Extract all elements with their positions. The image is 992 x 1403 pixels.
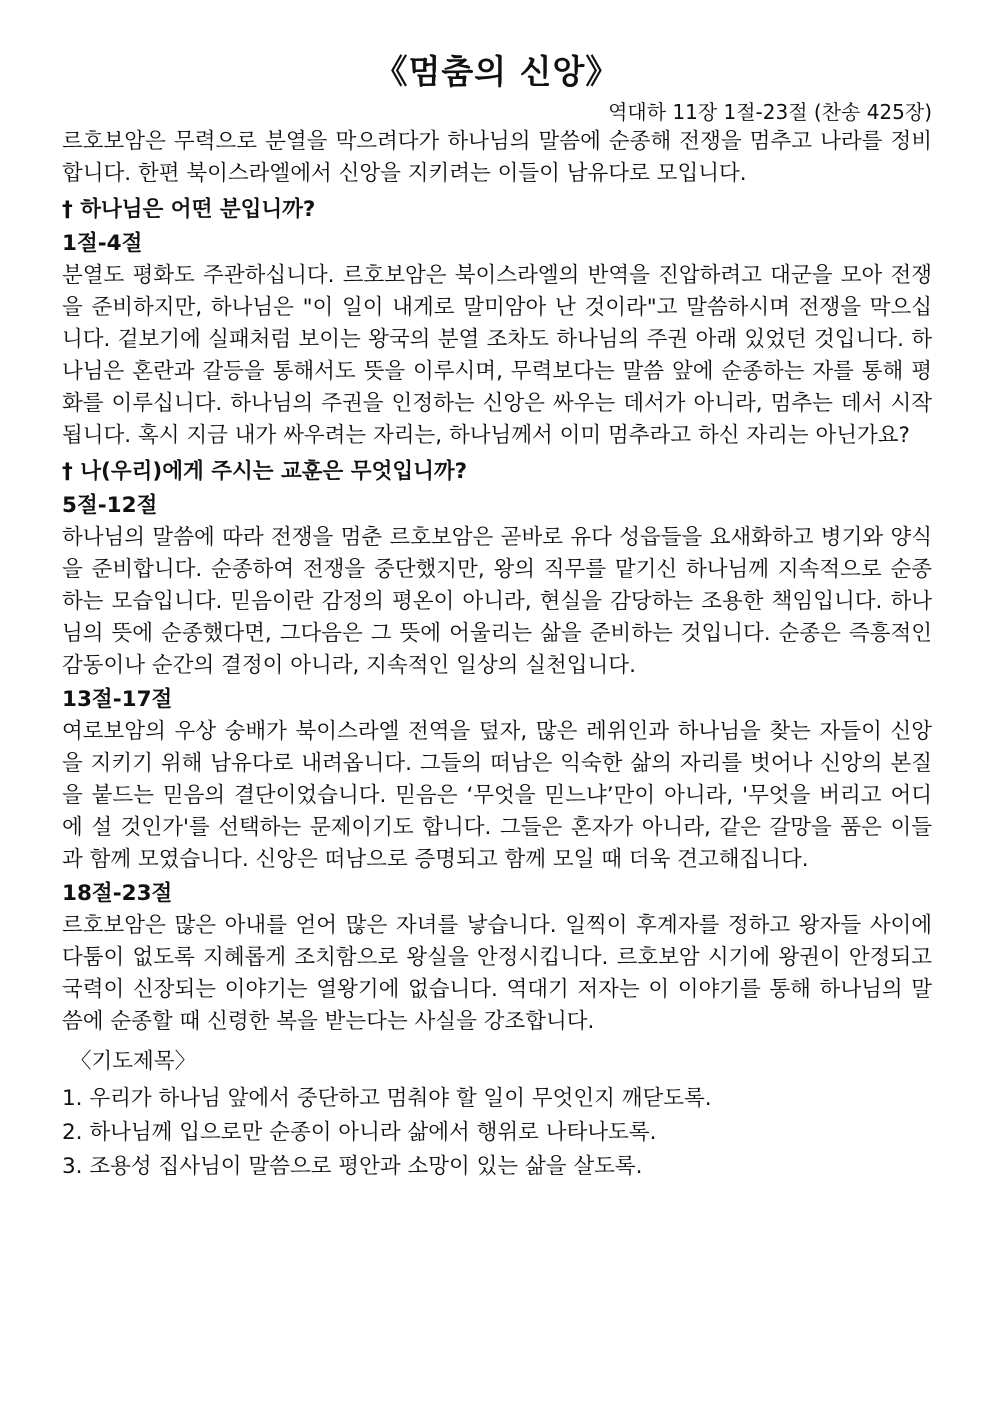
prayer-item: 1. 우리가 하나님 앞에서 중단하고 멈춰야 할 일이 무엇인지 깨닫도록. (62, 1086, 712, 1111)
prayer-item: 3. 조용성 집사님이 말씀으로 평안과 소망이 있는 삶을 살도록. (62, 1154, 643, 1179)
section-heading-god: † 하나님은 어떤 분입니까? (62, 197, 316, 222)
section-paragraph: 르호보암은 많은 아내를 얻어 많은 자녀를 낳습니다. 일찍이 후계자를 정하고 왕자들 사이에 다툼이 없도록 지혜롭게 조치함으로 왕실을 안정시킵니다. 르호보암 시기에 왕권이 안정되고 국력이 신장되는 이야기는 열왕기에 없습니다. 역대기 저자는 이 이야기를 통해 하나님의 말씀에 순종할 때 신령한 복을 받는다는 사실을 강조합니다. (62, 913, 932, 1034)
intro-paragraph: 르호보암은 무력으로 분열을 막으려다가 하나님의 말씀에 순종해 전쟁을 멈추고 나라를 정비합니다. 한편 북이스라엘에서 신앙을 지키려는 이들이 남유다로 모입니다. (62, 129, 932, 186)
section-heading-lesson: † 나(우리)에게 주시는 교훈은 무엇입니까? (62, 459, 468, 484)
section-paragraph: 분열도 평화도 주관하십니다. 르호보암은 북이스라엘의 반역을 진압하려고 대군을 모아 전쟁을 준비하지만, 하나님은 "이 일이 내게로 말미암아 난 것이라"고 말씀하시며 전쟁을 막으십니다. 겉보기에 실패처럼 보이는 왕국의 분열 조차도 하나님의 주권 아래 있었던 것입니다. 하나님은 혼란과 갈등을 통해서도 뜻을 이루시며, 무력보다는 말씀 앞에 순종하는 자를 통해 평화를 이루십니다. 하나님의 주권을 인정하는 신앙은 싸우는 데서가 아니라, 멈추는 데서 시작됩니다. 혹시 지금 내가 싸우려는 자리는, 하나님께서 이미 멈추라고 하신 자리는 아닌가요? (62, 263, 932, 448)
document-page (62, 0, 932, 1184)
section-paragraph: 여로보암의 우상 숭배가 북이스라엘 전역을 덮자, 많은 레위인과 하나님을 찾는 자들이 신앙을 지키기 위해 남유다로 내려옵니다. 그들의 떠남은 익숙한 삶의 자리를 벗어나 신앙의 본질을 붙드는 믿음의 결단이었습니다. 믿음은 ‘무엇을 믿느냐’만이 아니라, '무엇을 버리고 어디에 설 것인가'를 선택하는 문제이기도 합니다. 그들은 혼자가 아니라, 같은 갈망을 품은 이들과 함께 모였습니다. 신앙은 떠남으로 증명되고 함께 모일 때 더욱 견고해집니다. (62, 719, 932, 872)
page-title: 《멈춤의 신앙》 (374, 52, 620, 91)
scripture-reference: 역대하 11장 1절-23절 (찬송 425장) (608, 100, 932, 124)
section-paragraph: 하나님의 말씀에 따라 전쟁을 멈춘 르호보암은 곧바로 유다 성읍들을 요새화하고 병기와 양식을 준비합니다. 순종하여 전쟁을 중단했지만, 왕의 직무를 맡기신 하나님께 지속적으로 순종하는 모습입니다. 믿음이란 감정의 평온이 아니라, 현실을 감당하는 조용한 책임입니다. 하나님의 뜻에 순종했다면, 그다음은 그 뜻에 어울리는 삶을 준비하는 것입니다. 순종은 즉흥적인 감동이나 순간의 결정이 아니라, 지속적인 일상의 실천입니다. (62, 525, 932, 678)
prayer-heading: 〈기도제목〉 (70, 1049, 197, 1074)
verse-range: 1절-4절 (62, 231, 143, 256)
prayer-item: 2. 하나님께 입으로만 순종이 아니라 삶에서 행위로 나타나도록. (62, 1120, 657, 1145)
verse-range: 5절-12절 (62, 493, 158, 518)
prayer-list (62, 1082, 932, 1184)
verse-range: 13절-17절 (62, 687, 173, 712)
verse-range: 18절-23절 (62, 881, 173, 906)
